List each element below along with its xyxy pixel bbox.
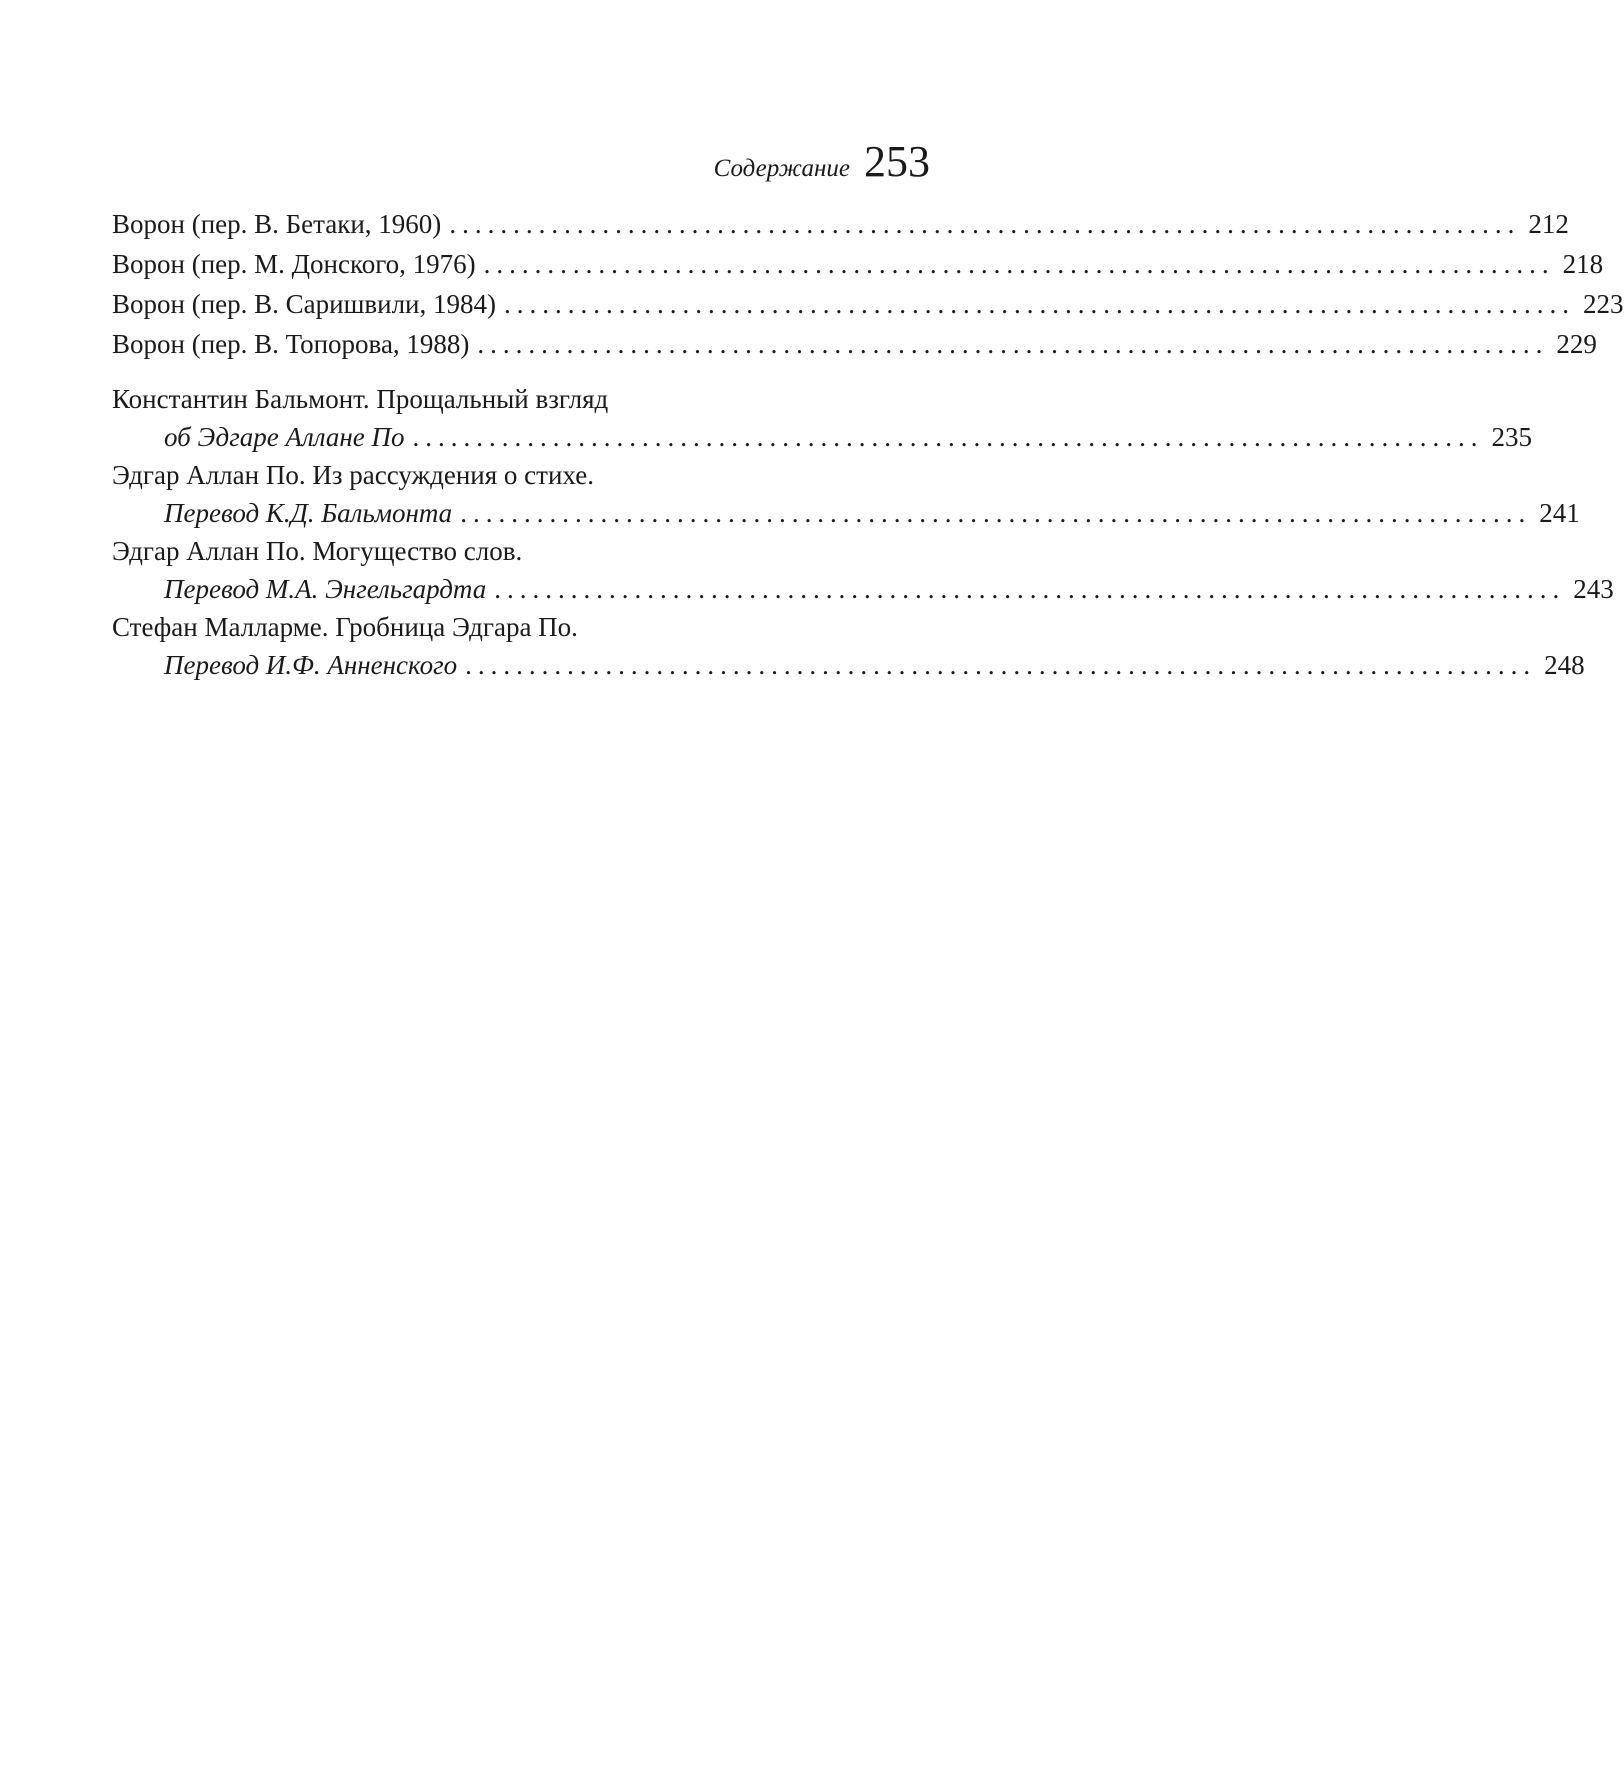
toc-leader-dots: ....................................................................................: [477, 329, 1549, 359]
section-spacer: [112, 364, 930, 380]
toc-leader-dots: ....................................................................................: [412, 422, 1484, 452]
running-title: Содержание: [713, 155, 850, 182]
toc-entry-multiline: [112, 456, 1580, 532]
toc-entry: [112, 204, 1569, 244]
toc-entry-heading: Эдгар Аллан По. Из рассуждения о стихе.: [112, 460, 594, 490]
toc-leader-dots: ....................................................................................: [504, 289, 1575, 319]
toc-entry-page: 229: [1556, 329, 1597, 359]
toc-entry-page: 243: [1573, 574, 1614, 604]
toc-entry: [112, 244, 1604, 284]
toc-entry: [112, 284, 1624, 324]
toc-leader-dots: ....................................................................................: [483, 249, 1555, 279]
toc-entry-subline: [112, 418, 1532, 456]
toc-entry-subtitle: Перевод М.А. Энгельгардта: [164, 574, 487, 604]
toc-entry-subline: [112, 494, 1580, 532]
toc-leader-dots: ....................................................................................: [449, 209, 1521, 239]
toc-entry-title: Ворон (пер. В. Бетаки, 1960): [112, 209, 442, 239]
toc-entry-subline: [112, 646, 1585, 684]
toc-entry-page: 218: [1562, 249, 1604, 279]
toc-entry-page: 241: [1539, 498, 1580, 528]
toc-entry-title: Ворон (пер. В. Саришвили, 1984): [112, 289, 496, 319]
toc-entry-subtitle: об Эдгаре Аллане По: [164, 422, 405, 452]
document-page: [112, 0, 1624, 1785]
toc-leader-dots: ....................................................................................: [465, 650, 1537, 680]
toc-entry: [112, 324, 1597, 364]
table-of-contents: [112, 204, 1624, 684]
toc-entry-multiline: [112, 380, 1532, 456]
toc-entry-page: 223: [1583, 289, 1624, 319]
toc-entry-heading: Эдгар Аллан По. Могущество слов.: [112, 536, 523, 566]
toc-entry-title: Ворон (пер. В. Топорова, 1988): [112, 329, 470, 359]
toc-entry-subtitle: Перевод И.Ф. Анненского: [164, 650, 458, 680]
toc-entry-heading: Стефан Малларме. Гробница Эдгара По.: [112, 612, 578, 642]
toc-leader-dots: ....................................................................................: [460, 498, 1532, 528]
toc-entry-multiline: [112, 532, 1614, 608]
page-number: 253: [864, 137, 930, 186]
toc-entry-subtitle: Перевод К.Д. Бальмонта: [164, 498, 453, 528]
running-head: [713, 137, 930, 186]
toc-entry-heading: Константин Бальмонт. Прощальный взгляд: [112, 384, 609, 414]
toc-entry-page: 248: [1544, 650, 1585, 680]
toc-entry-page: 212: [1528, 209, 1569, 239]
toc-entry-page: 235: [1491, 422, 1532, 452]
toc-leader-dots: ....................................................................................: [494, 574, 1566, 604]
toc-entry-subline: [112, 570, 1614, 608]
toc-entry-multiline: [112, 608, 1585, 684]
toc-entry-title: Ворон (пер. М. Донского, 1976): [112, 249, 476, 279]
